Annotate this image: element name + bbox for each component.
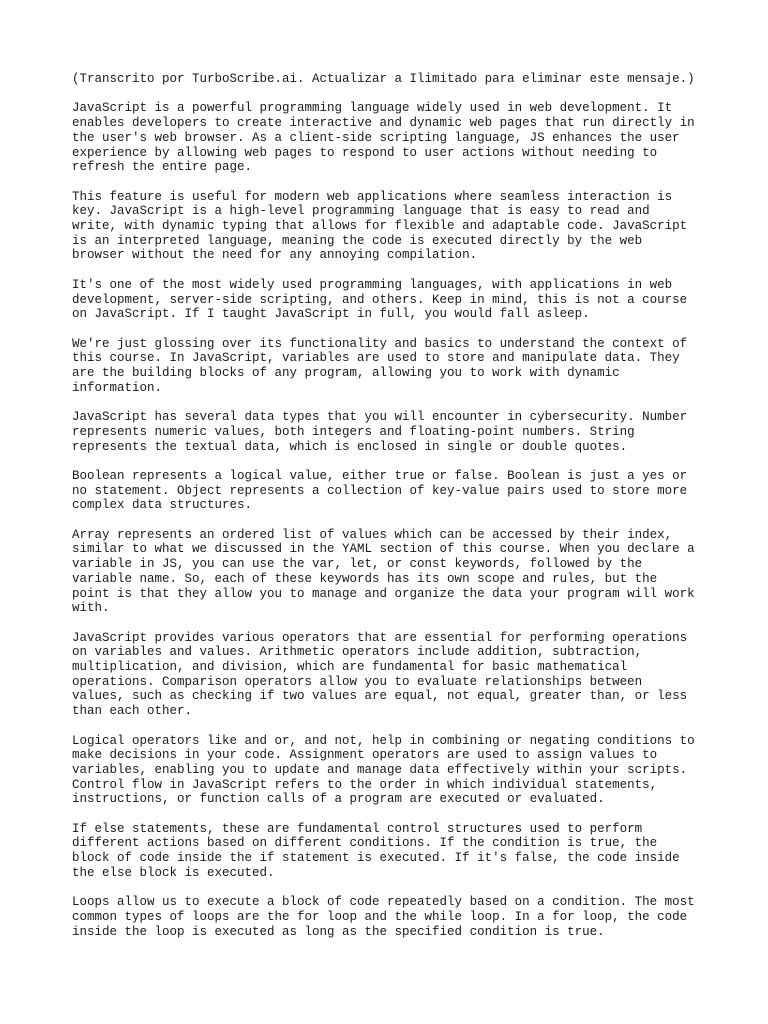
paragraph-data-types: JavaScript has several data types that you will encounter in cybersecurity. Number represents numeric values, both integers and floating-point numbers. String represents the textual data, which is enclosed in single or double quotes.: [72, 410, 688, 454]
paragraph-loops: Loops allow us to execute a block of code repeatedly based on a condition. The most common types of loops are the for loop and the while loop. In a for loop, the code inside the loop is executed as long as the specified condition is true.: [72, 895, 695, 939]
paragraph-array: Array represents an ordered list of values which can be accessed by their index, similar to what we discussed in the YAML section of this course. When you declare a variable in JS, you can use the var, let, or const keywords, followed by the variable name. So, each of these keywords has its own scope and rules, but the point is that they allow you to manage and organize the data your program will work with.: [72, 527, 695, 616]
paragraph-intro: JavaScript is a powerful programming language widely used in web development. It enables developers to create interactive and dynamic web pages that run directly in the user's web browser. As a client-side scripting language, JS enhances the user experience by allowing web pages to respond to user actions without needing to refresh the entire page.: [72, 101, 695, 175]
paragraph-logical-operators: Logical operators like and or, and not, help in combining or negating conditions to make decisions in your code. Assignment operators are used to assign values to variables, enabling you to update and manage data effectively within your scripts. Control flow in JavaScript refers to the order in which individual statements, instructions, or function calls of a program are executed or evaluated.: [72, 733, 695, 807]
transcription-notice: (Transcrito por TurboScribe.ai. Actualizar a Ilimitado para eliminar este mensaje.): [72, 72, 695, 86]
paragraph-features: This feature is useful for modern web applications where seamless interaction is key. JavaScript is a high-level programming language that is easy to read and write, with dynamic typing that allows for flexible and adaptable code. JavaScript is an interpreted language, meaning the code is executed directly by the web browser without the need for any annoying compilation.: [72, 189, 688, 263]
paragraph-if-else: If else statements, these are fundamental control structures used to perform different actions based on different conditions. If the condition is true, the block of code inside the if statement is executed. If it's false, the code inside the else block is executed.: [72, 821, 680, 880]
paragraph-usage: It's one of the most widely used programming languages, with applications in web development, server-side scripting, and others. Keep in mind, this is not a course on JavaScript. If I taught JavaScript in full, you would fall asleep.: [72, 277, 688, 322]
paragraph-variables: We're just glossing over its functionality and basics to understand the context of this course. In JavaScript, variables are used to store and manipulate data. They are the building blocks of any program, allowing you to work with dynamic information.: [72, 336, 688, 395]
paragraph-operators: JavaScript provides various operators that are essential for performing operations on variables and values. Arithmetic operators include addition, subtraction, multiplication, and division, which are fundamental for basic mathematical operations. Comparison operators allow you to evaluate relationships between values, such as checking if two values are equal, not equal, greater than, or less than each other.: [72, 630, 688, 719]
paragraph-boolean-object: Boolean represents a logical value, either true or false. Boolean is just a yes or no statement. Object represents a collection of key-value pairs used to store more complex data structures.: [72, 468, 688, 513]
